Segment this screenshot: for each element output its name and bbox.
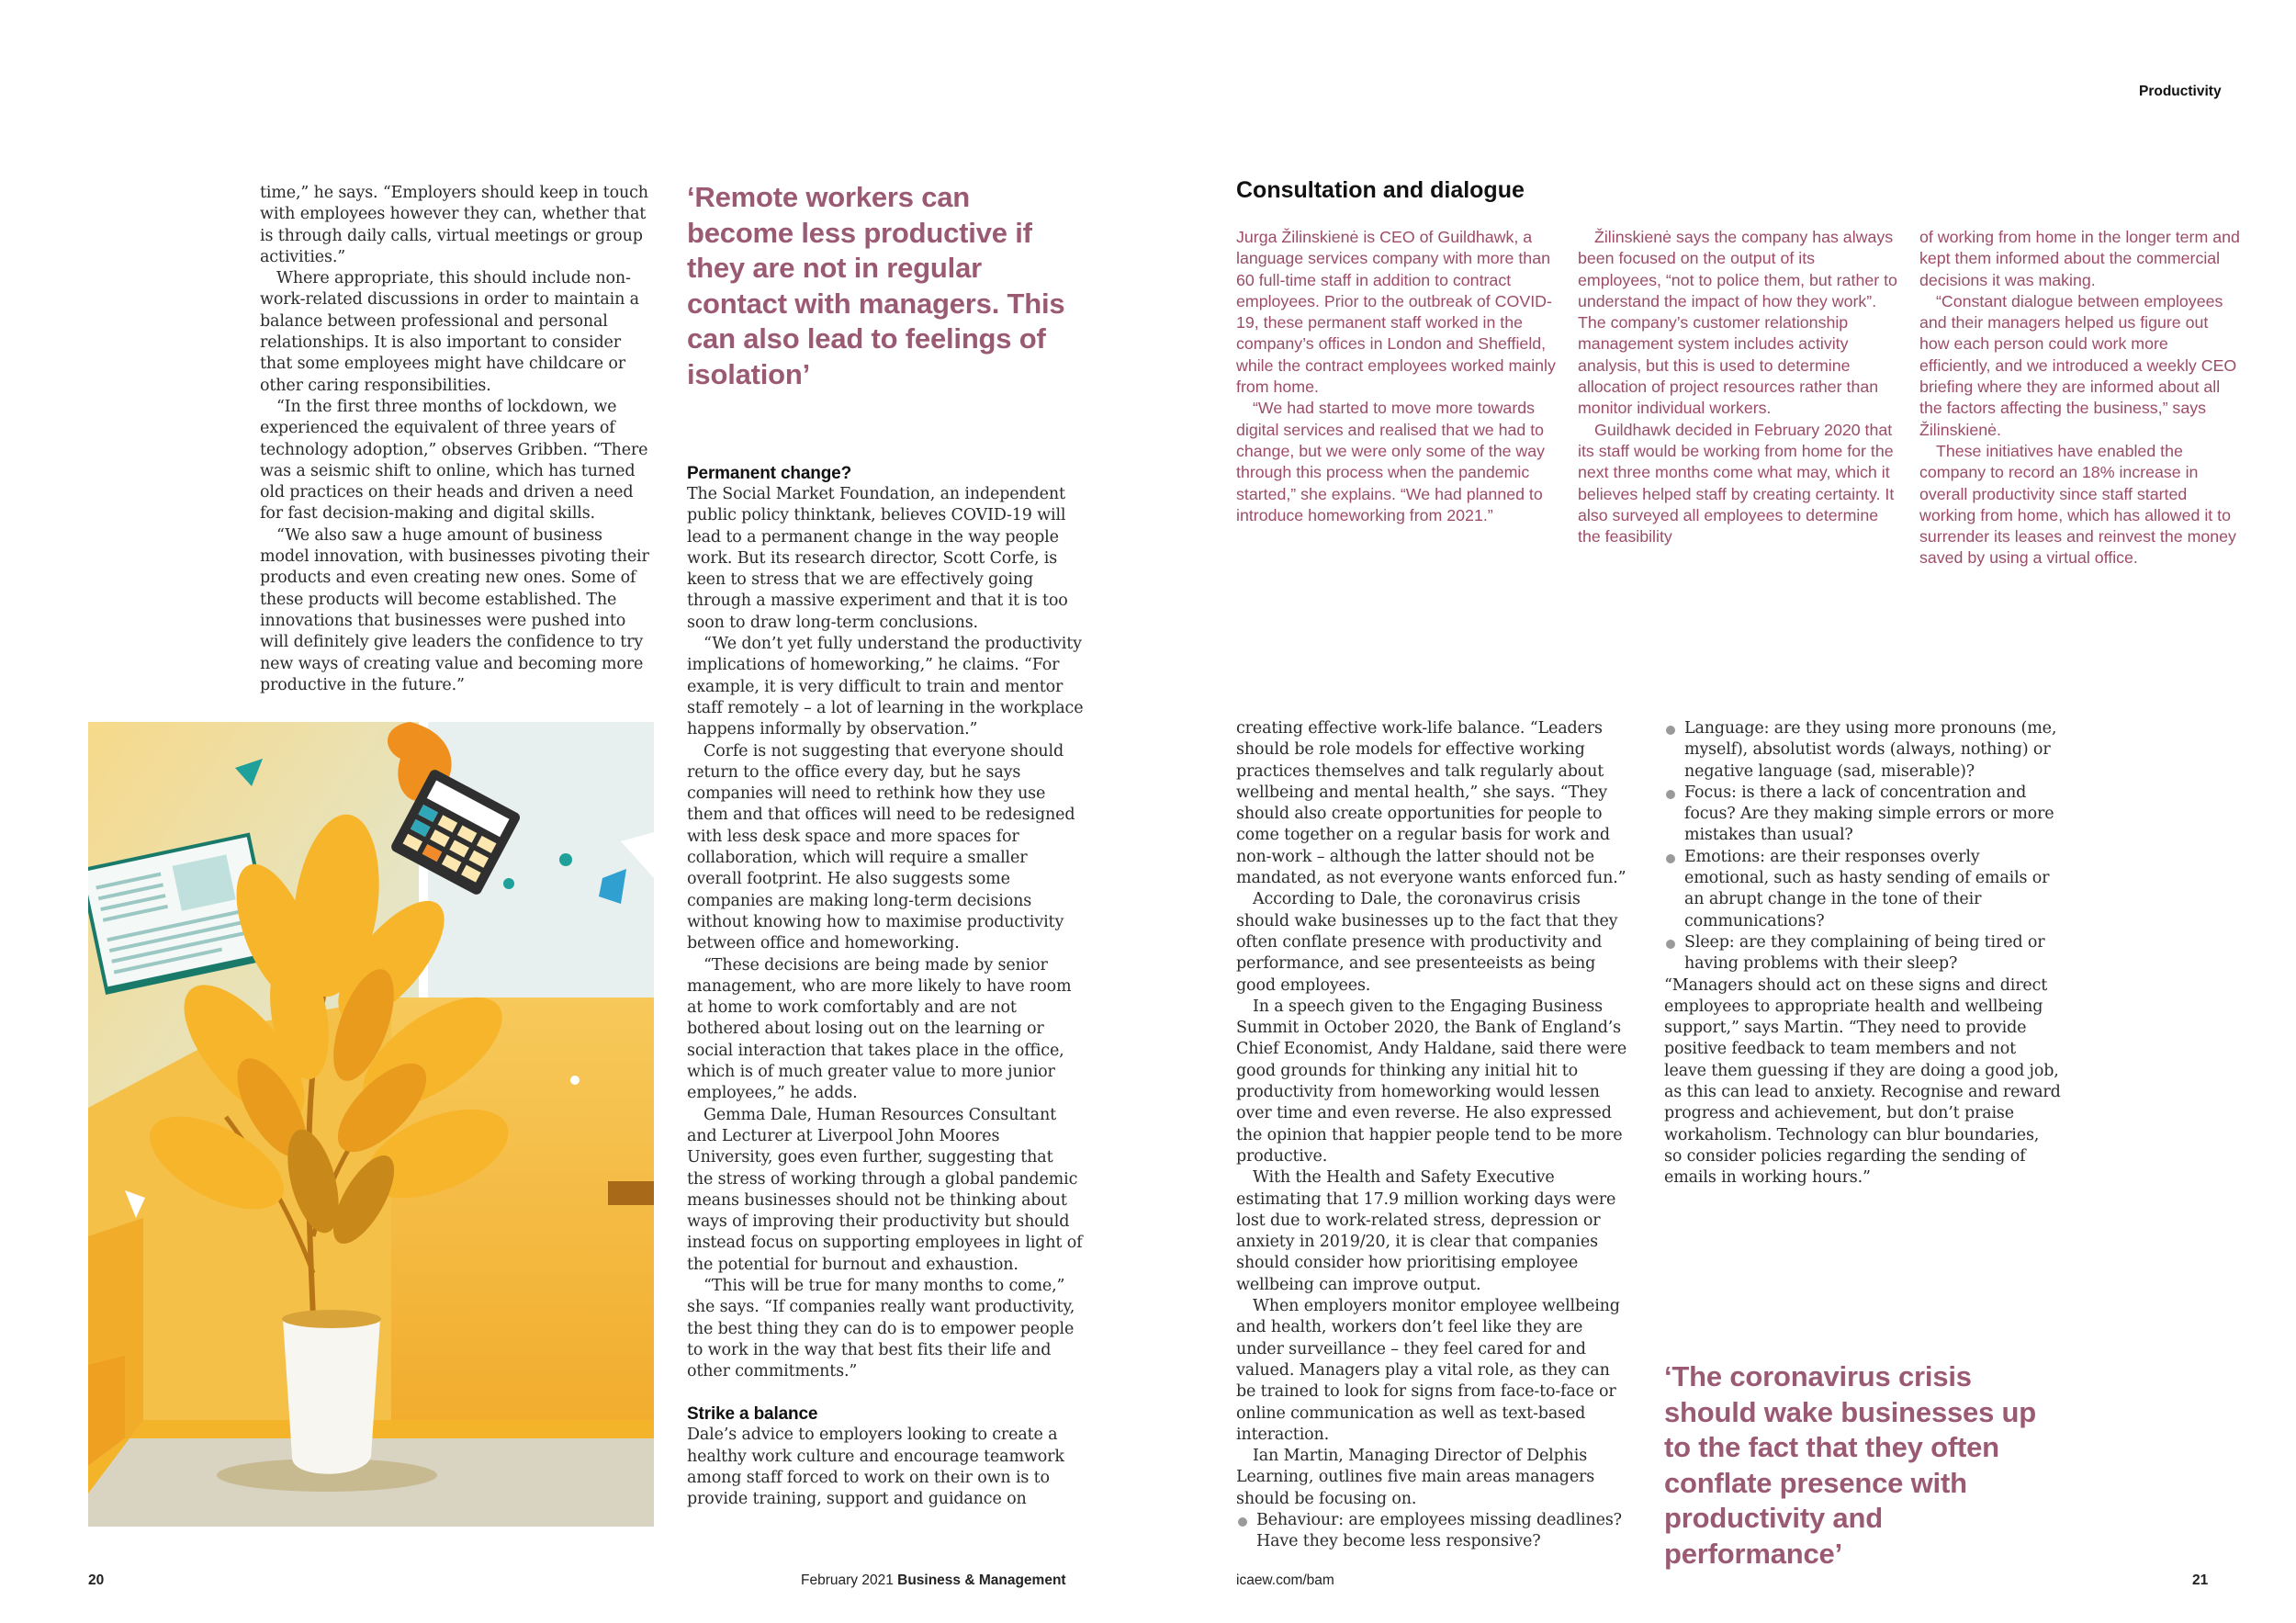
folio-url: icaew.com/bam (1236, 1572, 1334, 1588)
paragraph: creating effective work-life balance. “Leaders should be role models for effective working practices themselves and talk regularly about wellbeing and mental health,” she says. “They should also create opportunities for people to come together on a regular basis for work and non-work – although the latter should not be mandated, as not everyone wants enforced fun.” (1236, 719, 1626, 888)
paragraph: “We had started to move more towards digital services and realised that we had to change, but we were only some of the way through this process when the pandemic started,” she explains. “We had planned to introduce homeworking from 2021.” (1236, 399, 1546, 524)
paragraph: Where appropriate, this should include non-work-related discussions in order to maintain a balance between professional and personal relationships. It is also important to consider that some employees might have childcare or other caring responsibilities. (260, 269, 639, 395)
paragraph: “Managers should act on these signs and direct employees to appropriate health and wellbeing support,” says Martin. “They need to provide positive feedback to team members and not leave them guessing if they are doing a good job, as this can lead to anxiety. Recognise and reward progress and achievement, but don’t praise workaholism. Technology can blur boundaries, so consider policies regarding the sending of emails in working hours.” (1664, 975, 2061, 1188)
paragraph: “We also saw a huge amount of business model innovation, with businesses pivoting their products and even creating new ones. Some of these products will become established. The innovations that businesses were pushed into will definitely give leaders the confidence to try new ways of creating value and becoming more productive in the future.” (260, 525, 649, 694)
plant-illustration (88, 722, 654, 1527)
page-number-left: 20 (88, 1572, 105, 1588)
folio-date: February 2021 (801, 1572, 894, 1588)
list-item: Sleep: are they complaining of being tired or having problems with their sleep? (1664, 932, 2061, 975)
subheading-permanent-change: Permanent change? (687, 464, 852, 483)
section-label: Productivity (2139, 84, 2222, 99)
paragraph: “This will be true for many months to come,” she says. “If companies really want productivity, the best thing they can do is to empower people to work in the way that best fits their life and other commitments.” (687, 1276, 1075, 1381)
left-column-2 (687, 463, 1084, 1511)
list-item: Behaviour: are employees missing deadlines? Have they become less responsive? (1236, 1510, 1633, 1553)
box-column-2 (1578, 227, 1899, 547)
pull-quote-left: ‘Remote workers can become less productive if they are not in regular contact with managers. This can also lead to feelings of isolation’ (687, 181, 1065, 390)
paragraph: “Constant dialogue between employees and their managers helped us figure out how each person could work more efficiently, and we introduced a weekly CEO briefing where they are informed about all the factors affecting the business,” says Žilinskienė. (1919, 291, 2237, 439)
paragraph: “In the first three months of lockdown, we experienced the equivalent of three years of technology adoption,” observes Gribben. “There was a seismic shift to online, which has turned old practices on their heads and driven a need for fast decision-making and digital skills. (260, 397, 648, 524)
page-number-right: 21 (2192, 1572, 2209, 1588)
paragraph: According to Dale, the coronavirus crisis should wake businesses up to the fact that they often conflate presence with productivity and performance, and see presenteeists as being good employees. (1236, 890, 1618, 995)
paragraph: The Social Market Foundation, an independent public policy thinktank, believes COVID-19 will lead to a permanent change in the way people work. But its research director, Scott Corfe, is keen to stress that we are effectively going through a massive experiment and that it is too soon to draw long-term conclusions. (687, 485, 1068, 632)
list-item: Focus: is there a lack of concentration and focus? Are they making simple errors or more mistakes than usual? (1664, 783, 2061, 847)
paragraph: Guildhawk decided in February 2020 that its staff would be working from home for the next three months come what may, which it believes helped staff by creating certainty. It also surveyed all employees to determine the feasibility (1578, 420, 1895, 547)
illustration (88, 722, 654, 1527)
folio-publication: Business & Management (897, 1572, 1066, 1588)
paragraph: In a speech given to the Engaging Business Summit in October 2020, the Bank of England’s Chief Economist, Andy Haldane, said there were good grounds for thinking any initial hit to productivity from homeworking would lessen over time and even reverse. He also expressed the opinion that happier people tend to be more productive. (1236, 997, 1627, 1166)
subheading-strike-balance: Strike a balance (687, 1404, 818, 1425)
paragraph: Corfe is not suggesting that everyone should return to the office every day, but he says companies will need to rethink how they use them and that offices will need to be redesigned with less desk space and more spaces for collaboration, which will require a smaller overall footprint. He also suggests some companies are making long-term decisions without knowing how to maximise productivity between office and homeworking. (687, 741, 1075, 953)
paragraph: When employers monitor employee wellbeing and health, workers don’t feel like they are under surveillance – they feel cared for and valued. Managers play a vital role, as they can be trained to look for signs from face-to-face or online communication as well as text-based interaction. (1236, 1297, 1620, 1444)
bullet-list (1664, 718, 2061, 975)
paragraph: Dale’s advice to employers looking to create a healthy work culture and encourage teamwork among staff forced to work on their own is to provide training, support and guidance on (687, 1426, 1064, 1509)
list-item: Emotions: are their responses overly emotional, such as hasty sending of emails or an abrupt change in the tone of their communications? (1664, 847, 2061, 932)
bullet-list (1236, 1510, 1633, 1553)
pull-quote-right: ‘The coronavirus crisis should wake businesses up to the fact that they often conflate presence with productivity and performance’ (1664, 1360, 2037, 1570)
left-column-1 (260, 183, 649, 696)
box-heading: Consultation and dialogue (1236, 177, 1525, 203)
paragraph: time,” he says. “Employers should keep in touch with employees however they can, whether that is through daily calls, virtual meetings or group activities.” (260, 184, 648, 266)
box-column-3 (1919, 227, 2241, 569)
box-column-1 (1236, 227, 1558, 526)
right-column-1 (1236, 718, 1633, 1553)
paragraph: Žilinskienė says the company has always been focused on the output of its employees, “not to police them, but rather to understand the impact of how they work”. The company’s customer relationship management system includes activity analysis, but this is used to determine allocation of project resources rather than monitor individual workers. (1578, 228, 1897, 418)
paragraph: “We don’t yet fully understand the productivity implications of homeworking,” he claims. “For example, it is very difficult to train and mentor staff remotely – a lot of learning in the workplace happens informally by observation.” (687, 635, 1084, 739)
list-item: Language: are they using more pronouns (me, myself), absolutist words (always, nothing) or negative language (sad, miserable)? (1664, 718, 2061, 783)
right-column-2 (1664, 718, 2061, 1189)
paragraph: Jurga Žilinskienė is CEO of Guildhawk, a language services company with more than 60 full-time staff in addition to contract employees. Prior to the outbreak of COVID-19, these permanent staff worked in the company’s offices in London and Sheffield, while the contract employees worked mainly from home. (1236, 228, 1556, 397)
paragraph: “These decisions are being made by senior management, who are more likely to have room at home to work comfortably and are not bothered about losing out on the learning or social interaction that takes place in the office, which is of much greater value to more junior employees,” he adds. (687, 955, 1072, 1103)
paragraph: These initiatives have enabled the company to record an 18% increase in overall productivity since staff started working from home, which has allowed it to surrender its leases and reinvest the money saved by using a virtual office. (1919, 441, 2236, 568)
paragraph: of working from home in the longer term and kept them informed about the commercial decisions it was making. (1919, 228, 2240, 289)
paragraph: Gemma Dale, Human Resources Consultant and Lecturer at Liverpool John Moores University, goes even further, suggesting that the stress of working through a global pandemic means businesses should not be thinking about ways of improving their productivity but should instead focus on supporting employees in light of the potential for burnout and exhaustion. (687, 1105, 1083, 1274)
folio-publication-line (801, 1572, 1066, 1589)
paragraph: Ian Martin, Managing Director of Delphis Learning, outlines five main areas managers should be focusing on. (1236, 1447, 1595, 1508)
paragraph: With the Health and Safety Executive estimating that 17.9 million working days were lost due to work-related stress, depression or anxiety in 2019/20, it is clear that companies should consider how prioritising employee wellbeing can improve output. (1236, 1168, 1616, 1294)
